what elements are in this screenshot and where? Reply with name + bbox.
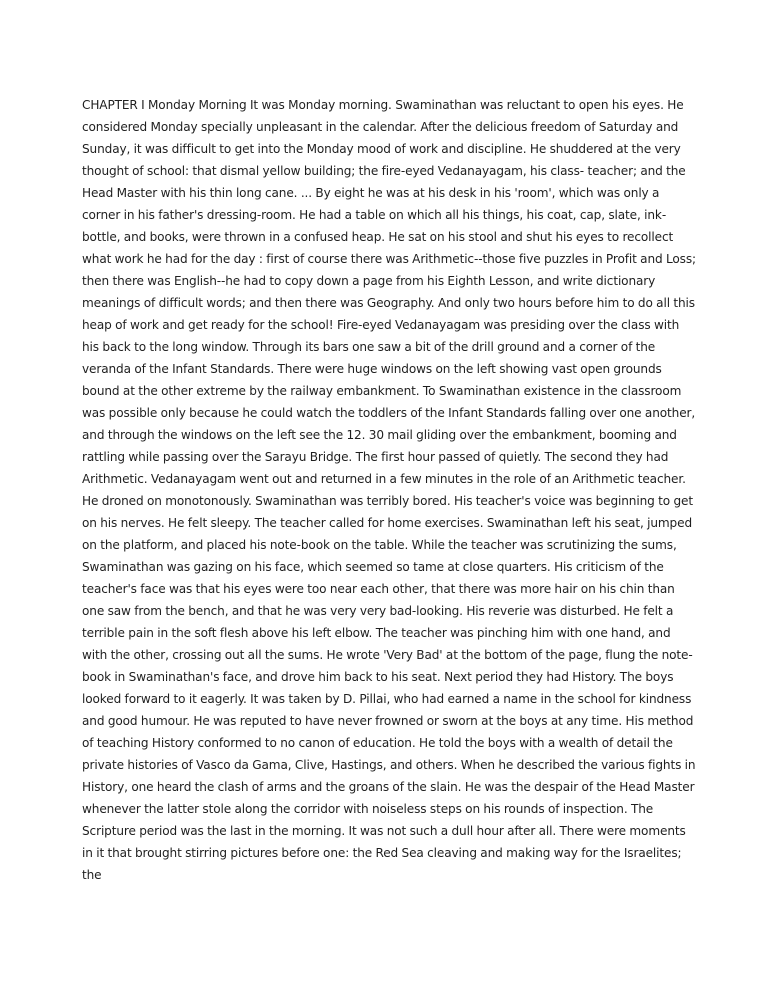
body-paragraph: CHAPTER I Monday Morning It was Monday morning. Swaminathan was reluctant to open his eyes. He considered Monday specially unpleasant in the calendar. After the delicious freedom of Saturday and Sunday, it was difficult to get into the Monday mood of work and discipline. He shuddered at the very thought of school: that dismal yellow building; the fire-eyed Vedanayagam, his class- teacher; and the Head Master with his thin long cane. ... By eight he was at his desk in his 'room', which was only a corner in his father's dressing-room. He had a table on which all his things, his coat, cap, slate, ink-bottle, and books, were thrown in a confused heap. He sat on his stool and shut his eyes to recollect what work he had for the day : first of course there was Arithmetic--those five puzzles in Profit and Loss; then there was English--he had to copy down a page from his Eighth Lesson, and write dictionary meanings of difficult words; and then there was Geography. And only two hours before him to do all this heap of work and get ready for the school! Fire-eyed Vedanayagam was presiding over the class with his back to the long window. Through its bars one saw a bit of the drill ground and a corner of the veranda of the Infant Standards. There were huge windows on the left showing vast open grounds bound at the other extreme by the railway embankment. To Swaminathan existence in the classroom was possible only because he could watch the toddlers of the Infant Standards falling over one another, and through the windows on the left see the 12. 30 mail gliding over the embankment, booming and rattling while passing over the Sarayu Bridge. The first hour passed of quietly. The second they had Arithmetic. Vedanayagam went out and returned in a few minutes in the role of an Arithmetic teacher. He droned on monotonously. Swaminathan was terribly bored. His teacher's voice was beginning to get on his nerves. He felt sleepy. The teacher called for home exercises. Swaminathan left his seat, jumped on the platform, and placed his note-book on the table. While the teacher was scrutinizing the sums, Swaminathan was gazing on his face, which seemed so tame at close quarters. His criticism of the teacher's face was that his eyes were too near each other, that there was more hair on his chin than one saw from the bench, and that he was very very bad-looking. His reverie was disturbed. He felt a terrible pain in the soft flesh above his left elbow. The teacher was pinching him with one hand, and with the other, crossing out all the sums. He wrote 'Very Bad' at the bottom of the page, flung the note-book in Swaminathan's face, and drove him back to his seat. Next period they had History. The boys looked forward to it eagerly. It was taken by D. Pillai, who had earned a name in the school for kindness and good humour. He was reputed to have never frowned or sworn at the boys at any time. His method of teaching History conformed to no canon of education. He told the boys with a wealth of detail the private histories of Vasco da Gama, Clive, Hastings, and others. When he described the various fights in History, one heard the clash of arms and the groans of the slain. He was the despair of the Head Master whenever the latter stole along the corridor with noiseless steps on his rounds of inspection. The Scripture period was the last in the morning. It was not such a dull hour after all. There were moments in it that brought stirring pictures before one: the Red Sea cleaving and making way for the Israelites; the [82, 98, 696, 882]
